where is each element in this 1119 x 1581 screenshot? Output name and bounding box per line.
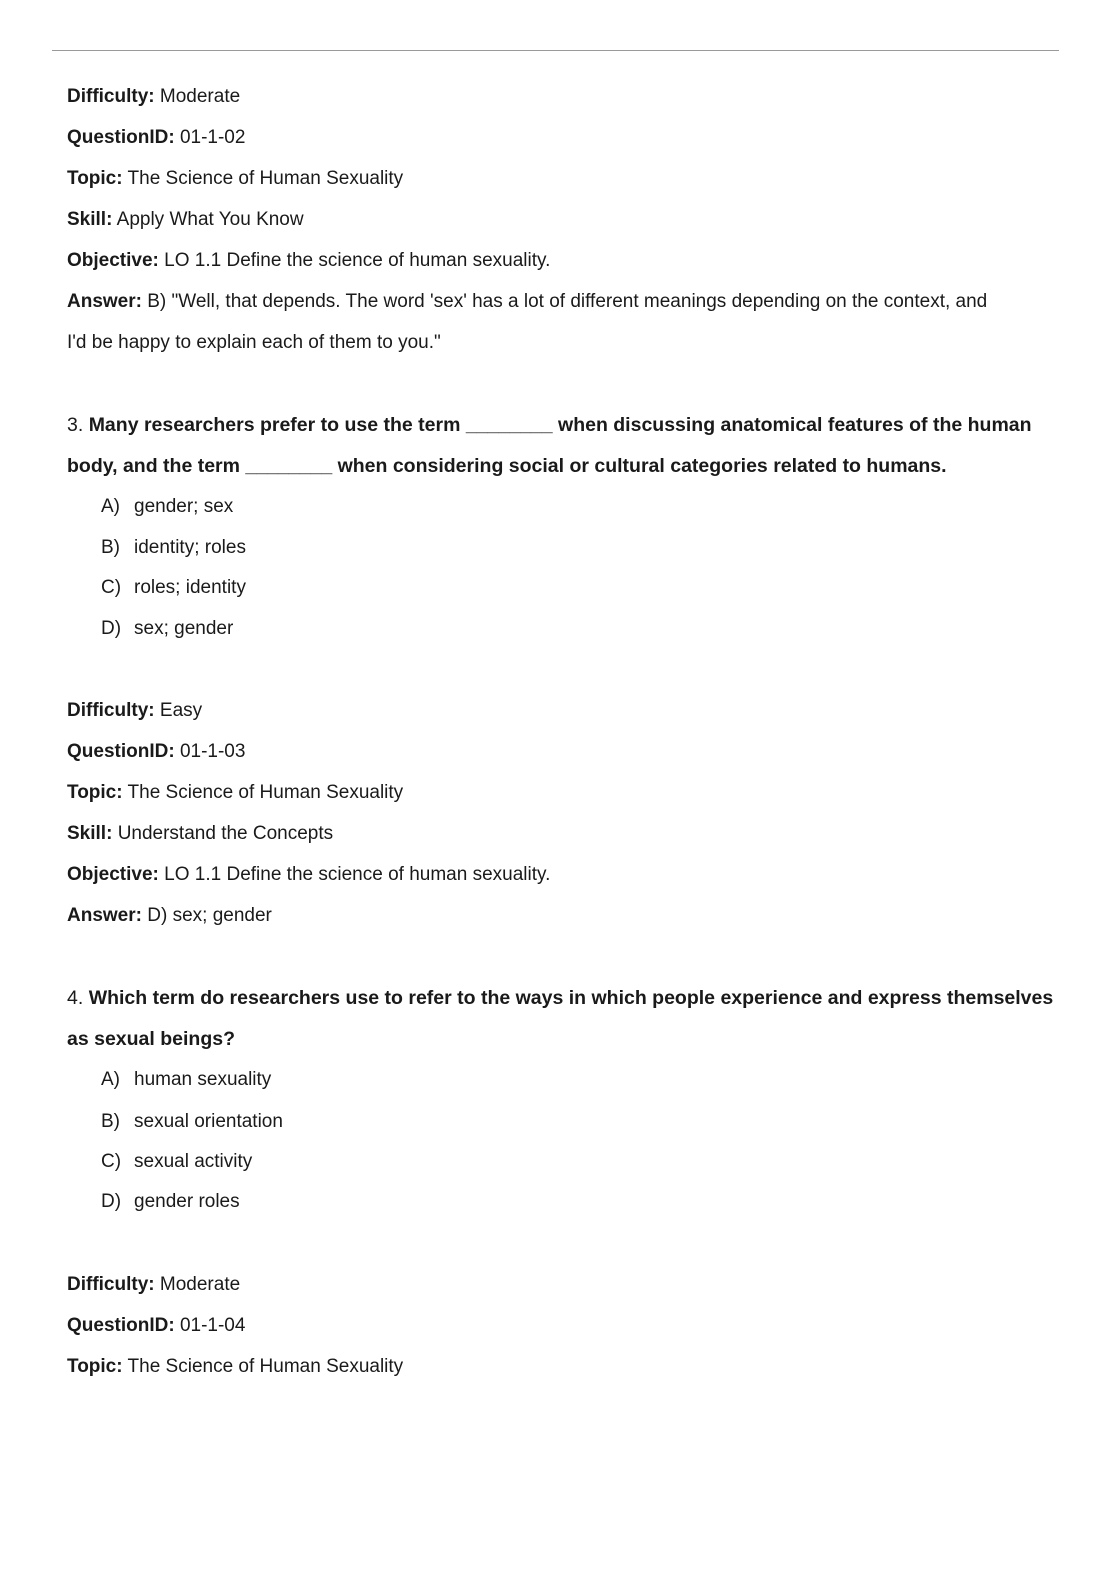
option-a [101,495,233,519]
topic-row [67,1355,403,1379]
question-3-stem-continued [67,454,947,478]
question-text: Many researchers prefer to use the term ________ when discussing anatomical features of the human [88,414,1032,436]
question-id-value: 01-1-04 [179,1315,246,1336]
answer-value: B) "Well, that depends. The word 'sex' has a lot of different meanings depending on the context, and [147,291,988,312]
topic-row [67,167,403,191]
option-letter: B) [101,537,120,558]
option-text: gender roles [134,1191,240,1212]
option-text: sexual orientation [134,1111,283,1132]
option-a [101,1068,271,1092]
answer-row [67,904,272,928]
option-d [101,617,233,641]
question-id-label: QuestionID: [67,1315,175,1336]
option-letter: C) [101,577,122,598]
topic-value: The Science of Human Sexuality [127,168,404,189]
option-letter: D) [101,1191,122,1212]
objective-row [67,249,550,273]
option-letter: B) [101,1111,120,1132]
answer-value: D) sex; gender [147,905,272,926]
difficulty-label: Difficulty: [67,1274,155,1295]
option-text: identity; roles [134,537,246,558]
objective-label: Objective: [67,250,159,271]
difficulty-row [67,1273,240,1297]
difficulty-label: Difficulty: [67,700,155,721]
option-text: sex; gender [134,618,234,639]
skill-label: Skill: [67,209,113,230]
question-text-continued: body, and the term ________ when considering social or cultural categories related to humans. [67,455,947,477]
skill-row [67,822,333,846]
option-text: roles; identity [134,577,246,598]
option-c [101,576,246,600]
option-d [101,1190,240,1214]
skill-label: Skill: [67,823,113,844]
difficulty-value: Easy [159,700,203,721]
skill-value: Understand the Concepts [117,823,334,844]
option-letter: A) [101,496,120,517]
option-letter: D) [101,618,122,639]
topic-value: The Science of Human Sexuality [127,782,404,803]
question-id-value: 01-1-03 [179,741,246,762]
option-text: sexual activity [134,1151,253,1172]
question-number: 3. [67,414,84,436]
difficulty-row [67,85,240,109]
question-id-row [67,1314,245,1338]
option-text: human sexuality [134,1069,272,1090]
question-id-row [67,740,245,764]
question-id-label: QuestionID: [67,127,175,148]
option-letter: A) [101,1069,120,1090]
topic-value: The Science of Human Sexuality [127,1356,404,1377]
question-4-stem-continued [67,1027,235,1051]
topic-row [67,781,403,805]
question-3-stem [67,413,1032,437]
option-text: gender; sex [134,496,234,517]
answer-label: Answer: [67,291,142,312]
question-number: 4. [67,987,84,1009]
skill-row [67,208,304,232]
question-id-row [67,126,245,150]
answer-row [67,290,987,314]
header-rule [52,50,1059,51]
answer-value-continued: I'd be happy to explain each of them to you." [67,332,441,353]
question-text: Which term do researchers use to refer to the ways in which people experience and express themselves [88,987,1054,1009]
objective-label: Objective: [67,864,159,885]
question-id-value: 01-1-02 [179,127,246,148]
topic-label: Topic: [67,1356,123,1377]
objective-value: LO 1.1 Define the science of human sexuality. [164,250,551,271]
topic-label: Topic: [67,782,123,803]
objective-value: LO 1.1 Define the science of human sexuality. [164,864,551,885]
question-4-stem [67,986,1053,1010]
difficulty-value: Moderate [159,86,241,107]
question-id-label: QuestionID: [67,741,175,762]
option-b [101,536,246,560]
option-b [101,1110,283,1134]
option-c [101,1150,252,1174]
answer-continuation [67,331,441,355]
skill-value: Apply What You Know [116,209,304,230]
difficulty-row [67,699,202,723]
difficulty-value: Moderate [159,1274,241,1295]
option-letter: C) [101,1151,122,1172]
objective-row [67,863,550,887]
topic-label: Topic: [67,168,123,189]
question-text-continued: as sexual beings? [67,1028,235,1050]
difficulty-label: Difficulty: [67,86,155,107]
answer-label: Answer: [67,905,142,926]
